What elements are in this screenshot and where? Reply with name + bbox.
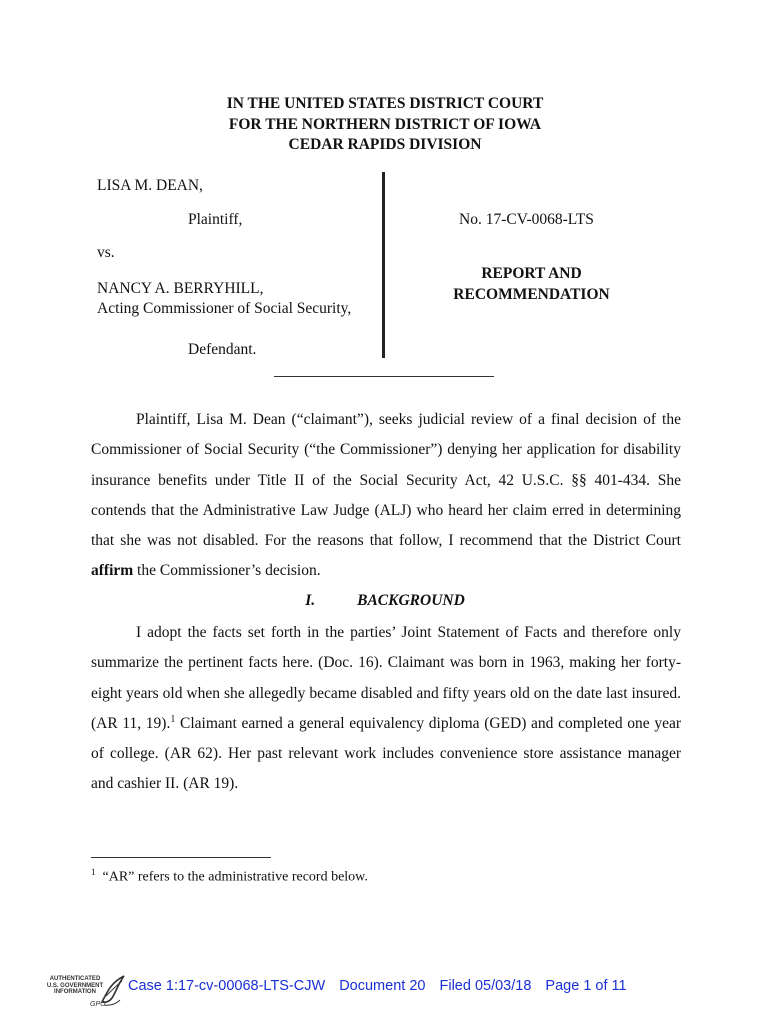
case-number: No. 17-CV-0068-LTS [459,211,594,228]
document-title-line1: REPORT AND [481,265,582,282]
defendant-name: NANCY A. BERRYHILL, [97,280,264,297]
footnote-number: 1 [91,867,96,877]
intro-paragraph [91,405,681,587]
versus-label: vs. [97,244,115,261]
section-number: I. [305,592,316,609]
background-text: I adopt the facts set forth in the parties’ Joint Statement of Facts and therefore only summarize the pertinent facts here. (Doc. 16). Claimant was born in 1963, making her forty-eight years old when she allegedly became disabled and fifty years old on the date last insured. (AR 11, 19). [91,624,681,732]
caption-separator-rule [274,376,494,377]
plaintiff-name: LISA M. DEAN, [97,177,203,194]
court-header [0,94,770,156]
footnote-text: “AR” refers to the administrative record below. [102,869,368,885]
section-heading [0,592,770,610]
document-title-line2: RECOMMENDATION [453,286,610,303]
intro-text-end: the Commissioner’s decision. [133,562,321,580]
defendant-role: Defendant. [188,341,257,358]
stamp-document: Document 20 [339,978,426,994]
court-name-line: IN THE UNITED STATES DISTRICT COURT [226,95,544,112]
court-division-line: CEDAR RAPIDS DIVISION [288,136,482,153]
intro-text: Plaintiff, Lisa M. Dean (“claimant”), seeks judicial review of a final decision of the Commissioner of Social Security (“the Commissioner”) denying her application for disability insurance benefits under Title II of the Social Security Act, 42 U.S.C. §§ 401-434. She contends that the Administrative Law Judge (ALJ) who heard her claim erred in determining that she was not disabled. For the reasons that follow, I recommend that the District Court [91,411,681,550]
stamp-filed: Filed 05/03/18 [439,978,532,994]
gpo-mark: GPO [90,1001,106,1008]
affirm-emphasis: affirm [91,562,134,580]
court-district-line: FOR THE NORTHERN DISTRICT OF IOWA [228,115,542,133]
plaintiff-role: Plaintiff, [188,211,243,228]
defendant-title: Acting Commissioner of Social Security, [97,300,352,317]
footnote [91,867,368,886]
background-text-end: Claimant earned a general equivalency diploma (GED) and completed one year of college. (AR 62). Her past relevant work includes convenience store assistance manager and cashier II. (AR 19). [91,714,681,793]
stamp-case: Case 1:17-cv-00068-LTS-CJW [128,978,326,994]
footnote-reference: 1 [170,713,176,725]
stamp-page: Page 1 of 11 [545,978,627,994]
background-paragraph [91,618,681,800]
section-title: BACKGROUND [357,592,465,609]
filing-stamp [128,978,637,994]
footnote-rule [91,857,271,858]
gpo-logo-text: AUTHENTICATED U.S. GOVERNMENT INFORMATION [46,976,104,996]
gpo-authentication-logo [44,972,130,1010]
